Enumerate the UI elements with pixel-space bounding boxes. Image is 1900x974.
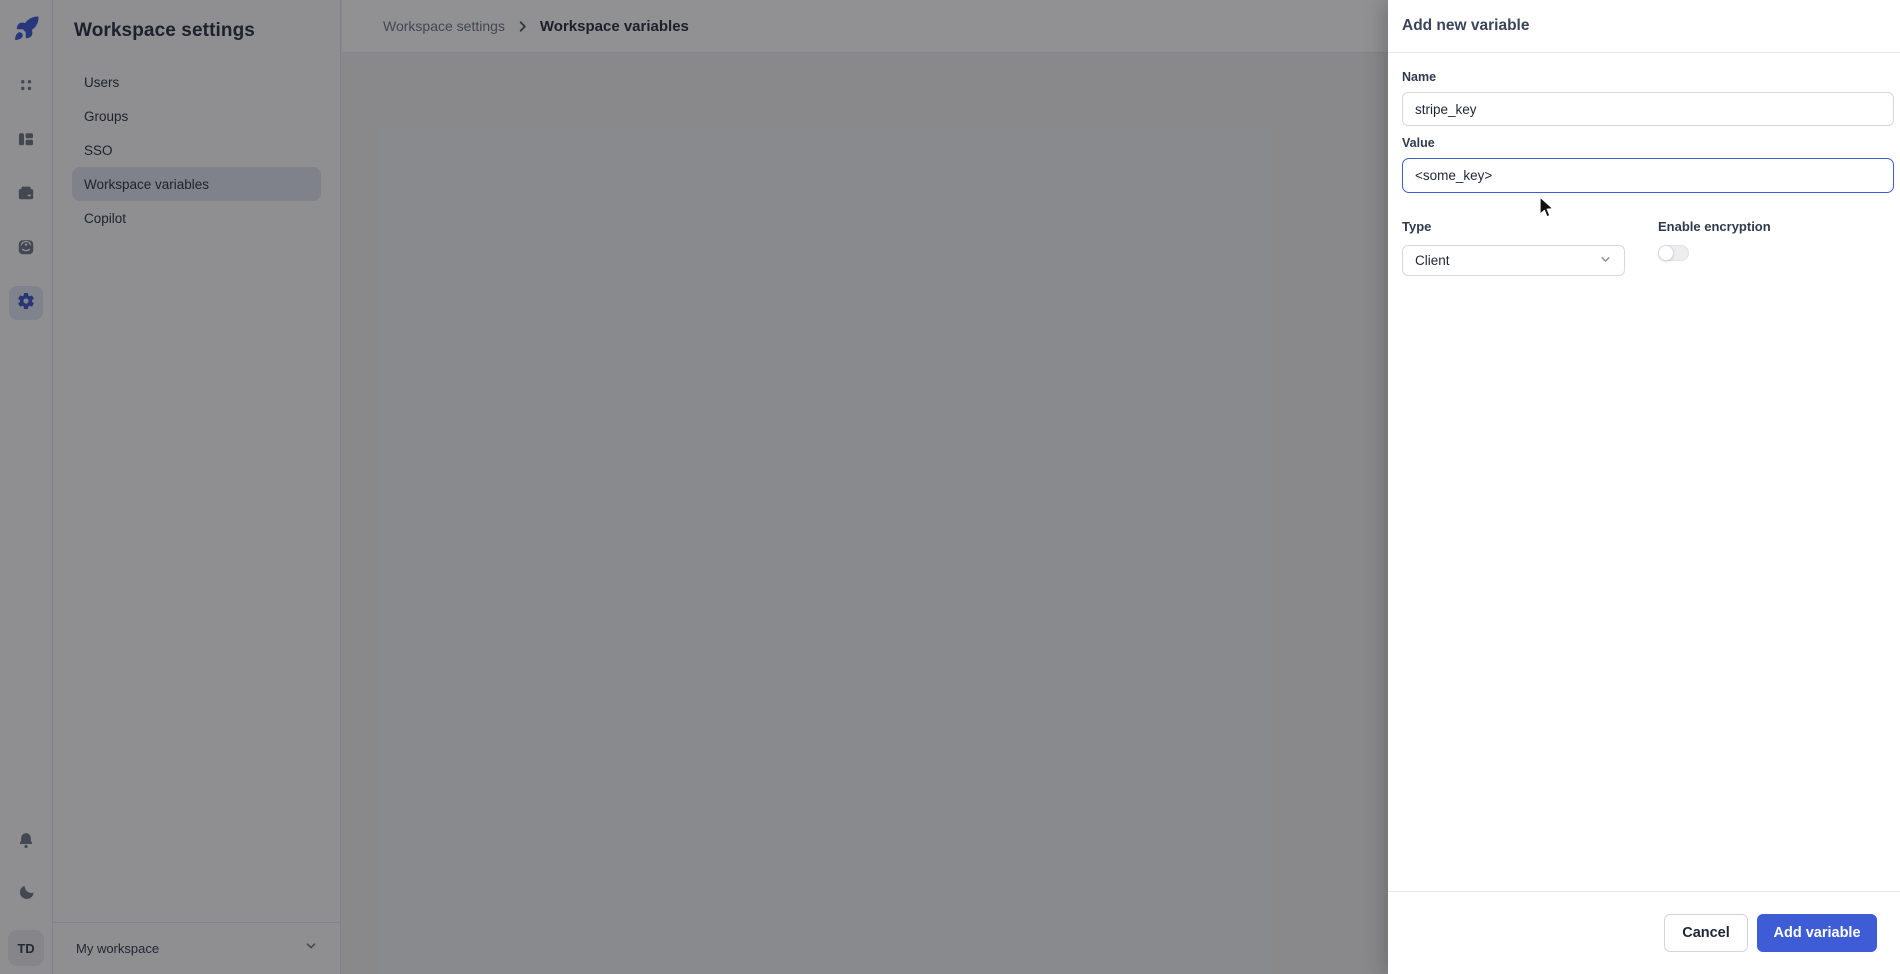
- drawer-footer: [1388, 891, 1900, 974]
- sidebar-item-workspace-variables[interactable]: Workspace variables: [72, 167, 321, 201]
- type-field-label: Type: [1402, 219, 1432, 234]
- sidebar-item-users[interactable]: Users: [84, 74, 120, 90]
- type-select-value: Client: [1415, 253, 1450, 268]
- name-field-label: Name: [1402, 70, 1437, 84]
- sidebar-item-sso[interactable]: SSO: [84, 142, 113, 158]
- add-variable-drawer: [1388, 0, 1900, 974]
- breadcrumb-parent[interactable]: Workspace settings: [383, 18, 505, 34]
- breadcrumb-current: Workspace variables: [539, 17, 689, 35]
- chevron-down-icon: [1598, 252, 1613, 270]
- value-field-label: Value: [1402, 136, 1435, 150]
- type-encryption-row: [1402, 219, 1894, 276]
- sidebar-item-copilot[interactable]: Copilot: [84, 210, 127, 226]
- value-input[interactable]: [1402, 158, 1894, 193]
- drawer-body: [1388, 53, 1900, 276]
- drawer-header: [1388, 0, 1900, 53]
- drawer-title: Add new variable: [1402, 17, 1530, 34]
- user-avatar[interactable]: TD: [8, 930, 44, 966]
- add-variable-button[interactable]: Add variable: [1757, 914, 1877, 952]
- encryption-field-label: Enable encryption: [1658, 219, 1771, 234]
- name-input[interactable]: [1402, 92, 1894, 126]
- sidebar-title: Workspace settings: [74, 20, 255, 41]
- sidebar-item-groups[interactable]: Groups: [84, 108, 129, 124]
- workspace-switcher-label: My workspace: [76, 941, 160, 956]
- toggle-knob: [1658, 245, 1674, 261]
- encryption-toggle[interactable]: [1658, 245, 1689, 261]
- type-select[interactable]: [1402, 245, 1625, 276]
- cancel-button[interactable]: Cancel: [1664, 914, 1748, 952]
